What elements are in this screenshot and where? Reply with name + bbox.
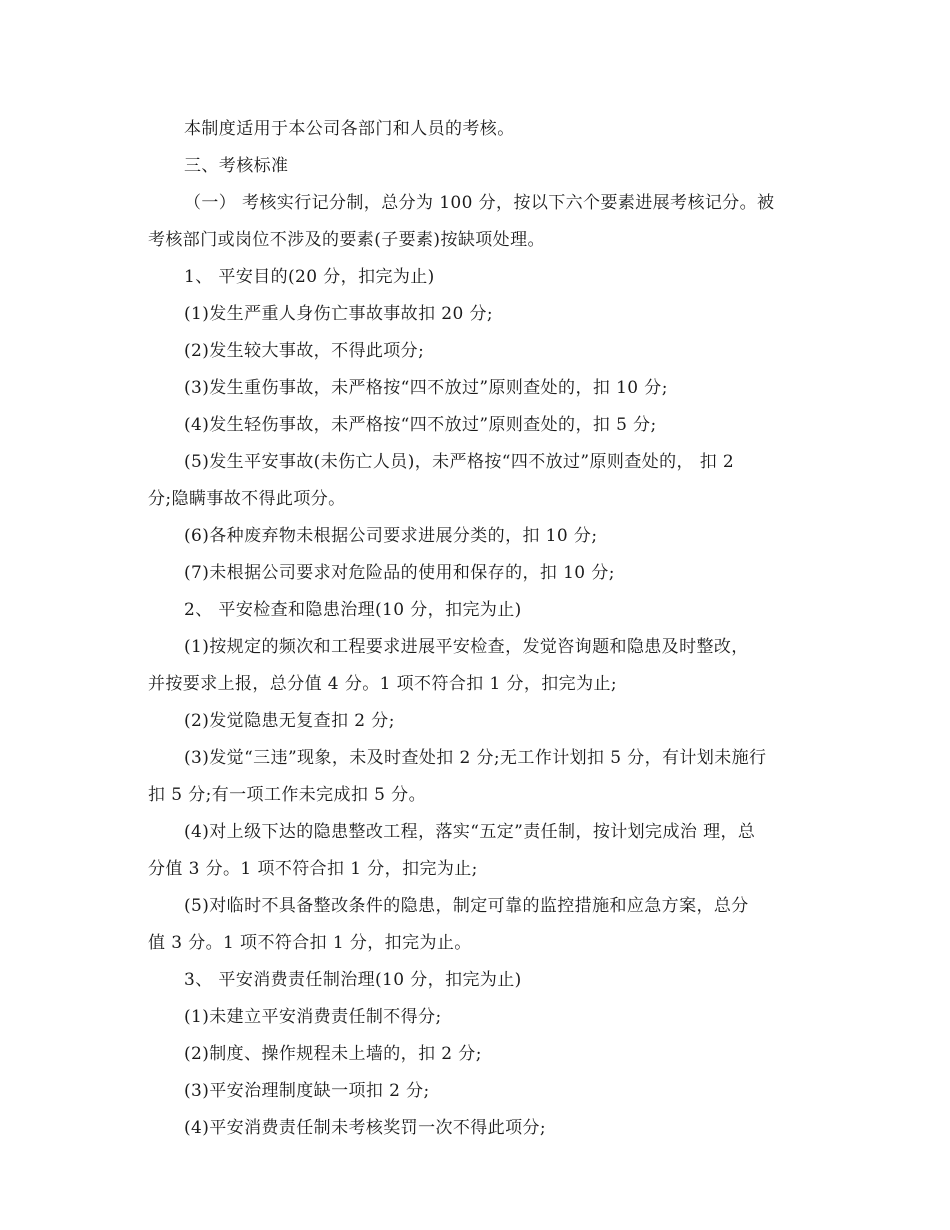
paragraph-scoring-rule: （一） 考核实行记分制，总分为 100 分，按以下六个要素进展考核记分。被 (184, 193, 775, 213)
list-item: (2)发生较大事故，不得此项分; (184, 341, 425, 361)
section-heading-standards: 三、考核标准 (184, 156, 289, 176)
list-item: (1)未建立平安消费责任制不得分; (184, 1007, 442, 1027)
subheading-safety-goal: 1、 平安目的(20 分，扣完为止) (184, 267, 435, 287)
list-item: (5)对临时不具备整改条件的隐患，制定可靠的监控措施和应急方案，总分 (184, 896, 749, 916)
list-item-cont: 扣 5 分;有一项工作未完成扣 5 分。 (148, 785, 426, 805)
subheading-responsibility: 3、 平安消费责任制治理(10 分，扣完为止) (184, 970, 522, 990)
list-item: (4)平安消费责任制未考核奖罚一次不得此项分; (184, 1118, 547, 1138)
list-item: (7)未根据公司要求对危险品的使用和保存的，扣 10 分; (184, 563, 615, 583)
list-item-cont: 分;隐瞒事故不得此项分。 (148, 489, 346, 509)
list-item: (4)发生轻伤事故，未严格按“四不放过”原则查处的，扣 5 分; (184, 415, 657, 435)
subheading-inspection: 2、 平安检查和隐患治理(10 分，扣完为止) (184, 600, 522, 620)
paragraph-scoring-rule-cont: 考核部门或岗位不涉及的要素(子要素)按缺项处理。 (148, 230, 545, 250)
paragraph-scope: 本制度适用于本公司各部门和人员的考核。 (184, 119, 515, 139)
list-item: (2)制度、操作规程未上墙的，扣 2 分; (184, 1044, 482, 1064)
list-item: (1)发生严重人身伤亡事故事故扣 20 分; (184, 304, 494, 324)
list-item: (5)发生平安事故(未伤亡人员)，未严格按“四不放过”原则查处的， 扣 2 (184, 452, 735, 472)
list-item: (3)平安治理制度缺一项扣 2 分; (184, 1081, 430, 1101)
list-item: (3)发觉“三违”现象，未及时查处扣 2 分;无工作计划扣 5 分，有计划未施行 (184, 748, 767, 768)
list-item: (1)按规定的频次和工程要求进展平安检查，发觉咨询题和隐患及时整改， (184, 637, 749, 657)
list-item: (6)各种废弃物未根据公司要求进展分类的，扣 10 分; (184, 526, 598, 546)
list-item: (2)发觉隐患无复查扣 2 分; (184, 711, 395, 731)
list-item: (3)发生重伤事故，未严格按“四不放过”原则查处的，扣 10 分; (184, 378, 668, 398)
list-item-cont: 分值 3 分。1 项不符合扣 1 分，扣完为止; (148, 859, 478, 879)
list-item: (4)对上级下达的隐患整改工程，落实“五定”责任制，按计划完成治 理，总 (184, 822, 756, 842)
list-item-cont: 值 3 分。1 项不符合扣 1 分，扣完为止。 (148, 933, 472, 953)
list-item-cont: 并按要求上报，总分值 4 分。1 项不符合扣 1 分，扣完为止; (148, 674, 617, 694)
